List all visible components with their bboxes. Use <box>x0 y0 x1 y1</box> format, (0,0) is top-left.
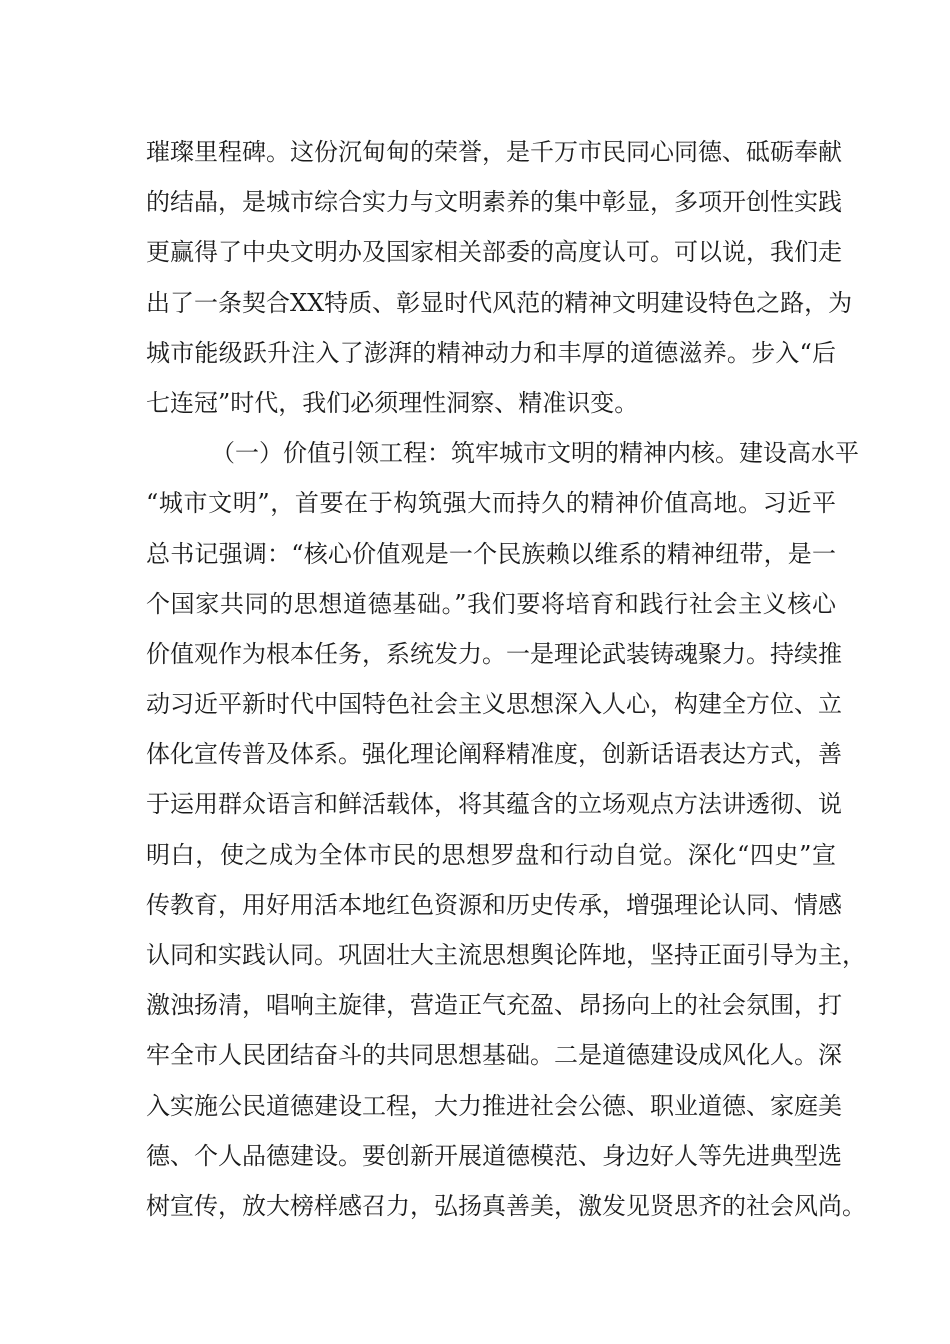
document-body <box>146 127 866 1231</box>
text-line-17: 认同和实践认同。巩固壮大主流思想舆论阵地，坚持正面引导为主， <box>146 941 866 969</box>
text-line-12: 动习近平新时代中国特色社会主义思想深入人心，构建全方位、立 <box>146 690 842 719</box>
text-line-9: 总书记强调：“核心价值观是一个民族赖以维系的精神纽带，是一 <box>146 539 836 568</box>
text-line-13: 体化宣传普及体系。强化理论阐释精准度，创新话语表达方式，善 <box>146 740 842 769</box>
text-line-16: 传教育，用好用活本地红色资源和历史传承，增强理论认同、情感 <box>146 890 842 919</box>
text-line-6: 七连冠”时代，我们必须理性洞察、精准识变。 <box>146 388 639 417</box>
text-line-1: 璀璨里程碑。这份沉甸甸的荣誉，是千万市民同心同德、砥砺奉献 <box>146 138 842 166</box>
text-line-20: 入实施公民道德建设工程，大力推进社会公德、职业道德、家庭美 <box>146 1091 842 1120</box>
text-line-4: 出了一条契合XX特质、彰显时代风范的精神文明建设特色之路，为 <box>146 288 853 317</box>
text-line-18: 激浊扬清，唱响主旋律，营造正气充盈、昂扬向上的社会氛围，打 <box>146 991 842 1020</box>
section-heading-line: （一）价值引领工程：筑牢城市文明的精神内核。建设高水平 <box>211 439 859 468</box>
text-line-11: 价值观作为根本任务，系统发力。一是理论武装铸魂聚力。持续推 <box>146 639 842 668</box>
text-line-8: “城市文明”，首要在于构筑强大而持久的精神价值高地。习近平 <box>146 489 836 518</box>
text-line-10: 个国家共同的思想道德基础。”我们要将培育和践行社会主义核心 <box>146 589 836 618</box>
text-line-14: 于运用群众语言和鲜活载体，将其蕴含的立场观点方法讲透彻、说 <box>146 790 842 819</box>
text-line-21: 德、个人品德建设。要创新开展道德模范、身边好人等先进典型选 <box>146 1141 842 1170</box>
text-line-2: 的结晶，是城市综合实力与文明素养的集中彰显，多项开创性实践 <box>146 188 842 217</box>
text-line-3: 更赢得了中央文明办及国家相关部委的高度认可。可以说，我们走 <box>146 238 842 267</box>
text-line-5: 城市能级跃升注入了澎湃的精神动力和丰厚的道德滋养。步入“后 <box>146 338 836 367</box>
text-line-15: 明白，使之成为全体市民的思想罗盘和行动自觉。深化“四史”宣 <box>146 840 836 869</box>
text-line-22: 树宣传，放大榜样感召力，弘扬真善美，激发见贤思齐的社会风尚。 <box>146 1191 866 1220</box>
text-line-19: 牢全市人民团结奋斗的共同思想基础。二是道德建设成风化人。深 <box>146 1041 842 1070</box>
